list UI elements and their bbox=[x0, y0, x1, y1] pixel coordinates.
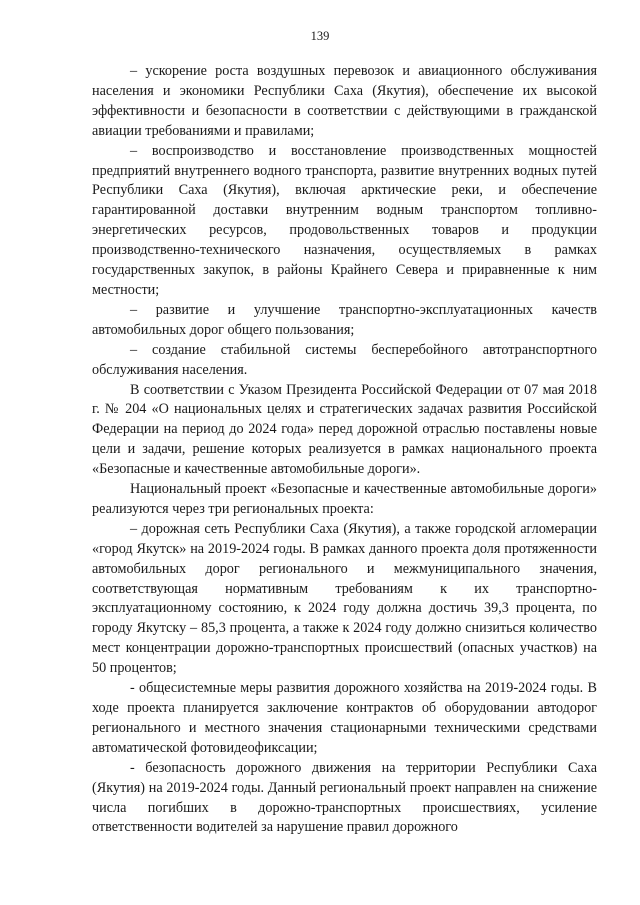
paragraph-presidential-decree: В соответствии с Указом Президента Российской Федерации от 07 мая 2018 г. № 204 «О национальных целях и стратегических задачах развития Российской Федерации на период до 2024 года» перед дорожной отраслью поставлены новые цели и задачи, решение которых реализуется в рамках национального проекта «Безопасные и качественные автомобильные дороги». bbox=[92, 381, 597, 478]
page-number: 139 bbox=[310, 29, 330, 43]
paragraph-water-transport: – воспроизводство и восстановление производственных мощностей предприятий внутреннего водного транспорта, развитие внутренних водных путей Республики Саха (Якутия), включая арктические реки, и обеспечение гарантированной доставки внутренним водным транспортом топливно-энергетических ресурсов, продовольственных товаров и продукции производственно-технического назначения, осуществляемых в рамках государственных закупок, в районы Крайнего Севера и приравненные к ним местности; bbox=[92, 142, 597, 298]
paragraph-motor-transport-service: – создание стабильной системы бесперебойного автотранспортного обслуживания населения. bbox=[92, 341, 597, 378]
paragraph-systemic-measures-project: - общесистемные меры развития дорожного хозяйства на 2019-2024 годы. В ходе проекта планируется заключение контрактов об оборудовании автодорог регионального и местного значения стационарными техническими средствами автоматической фотовидеофиксации; bbox=[92, 680, 597, 756]
paragraph-air-transport: – ускорение роста воздушных перевозок и авиационного обслуживания населения и экономики Республики Саха (Якутия), обеспечение их высокой эффективности и безопасности в соответствии с действующими в гражданской авиации требованиями и правилами; bbox=[92, 63, 597, 139]
body-text bbox=[92, 62, 597, 838]
paragraph-road-quality: – развитие и улучшение транспортно-эксплуатационных качеств автомобильных дорог общего пользования; bbox=[92, 301, 597, 338]
paragraph-road-network-project: – дорожная сеть Республики Саха (Якутия), а также городской агломерации «город Якутск» на 2019-2024 годы. В рамках данного проекта доля протяженности автомобильных дорог регионального и межмуниципального значения, соответствующая нормативным требованиям к их транспортно-эксплуатационному состоянию, к 2024 году должна достичь 39,3 процента, по городу Якутску – 85,3 процента, а также к 2024 году должно снизиться количество мест концентрации дорожно-транспортных происшествий (опасных участков) на 50 процентов; bbox=[92, 520, 597, 677]
paragraph-road-safety-project: - безопасность дорожного движения на территории Республики Саха (Якутия) на 2019-2024 годы. Данный региональный проект направлен на снижение числа погибших в дорожно-транспортных происшествиях, усиление ответственности водителей за нарушение правил дорожного bbox=[92, 759, 597, 836]
paragraph-national-project: Национальный проект «Безопасные и качественные автомобильные дороги» реализуются через три региональных проекта: bbox=[92, 481, 597, 517]
